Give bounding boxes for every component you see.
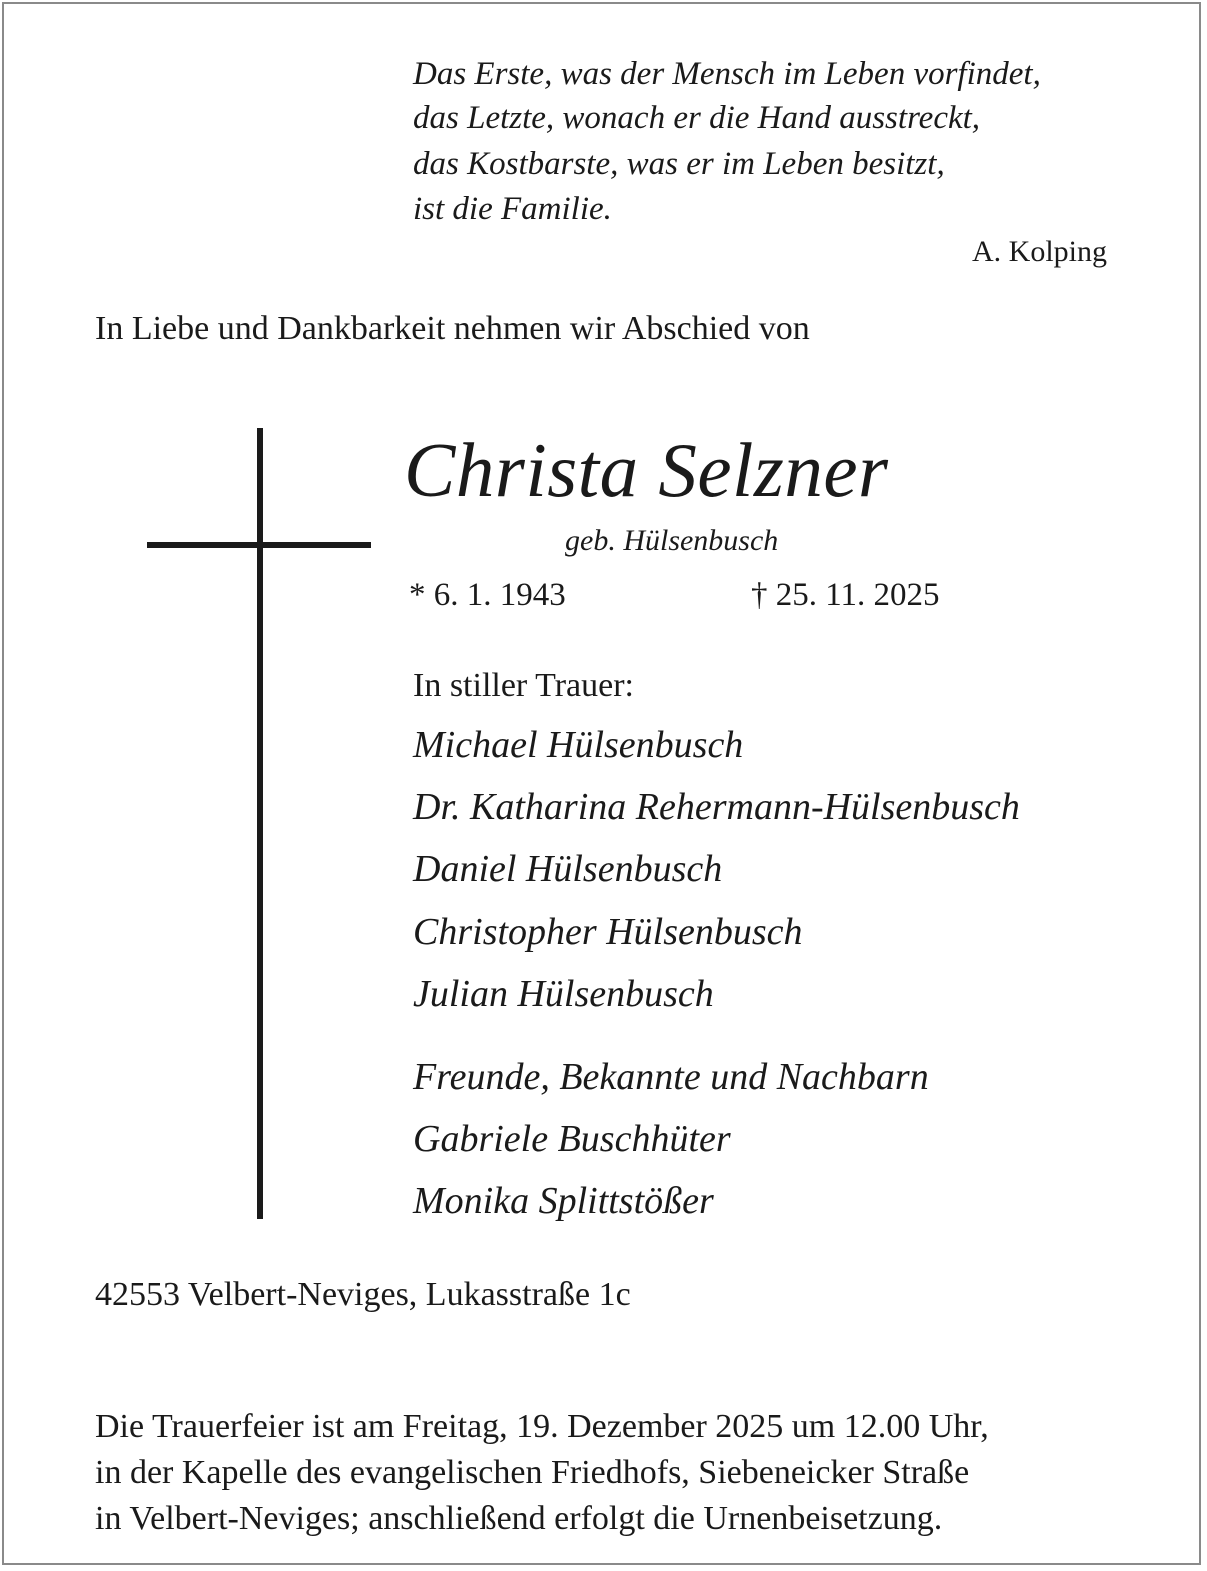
- service-line-1: Die Trauerfeier ist am Freitag, 19. Dezember 2025 um 12.00 Uhr,: [95, 1408, 989, 1445]
- mourner-family: Christopher Hülsenbusch: [413, 911, 803, 953]
- quote-author: A. Kolping: [972, 235, 1107, 268]
- cross-horizontal-bar: [147, 542, 371, 548]
- death-date: † 25. 11. 2025: [751, 577, 940, 613]
- mourner-other: Freunde, Bekannte und Nachbarn: [413, 1056, 929, 1098]
- service-line-3: in Velbert-Neviges; anschließend erfolgt die Urnenbeisetzung.: [95, 1500, 943, 1537]
- quote-line-4: ist die Familie.: [413, 191, 612, 227]
- service-line-2: in der Kapelle des evangelischen Friedhofs, Siebeneicker Straße: [95, 1454, 970, 1491]
- mourner-family: Michael Hülsenbusch: [413, 724, 744, 766]
- birth-date: * 6. 1. 1943: [409, 577, 566, 613]
- deceased-name: Christa Selzner: [404, 427, 889, 513]
- mourner-other: Gabriele Buschhüter: [413, 1118, 731, 1160]
- obituary-notice: [2, 2, 1201, 1565]
- quote-line-1: Das Erste, was der Mensch im Leben vorfindet,: [413, 56, 1041, 92]
- address: 42553 Velbert-Neviges, Lukasstraße 1c: [95, 1276, 631, 1313]
- mourner-family: Daniel Hülsenbusch: [413, 848, 723, 890]
- quote-line-2: das Letzte, wonach er die Hand ausstreckt,: [413, 100, 981, 136]
- intro-text: In Liebe und Dankbarkeit nehmen wir Abschied von: [95, 310, 810, 347]
- mourner-family: Julian Hülsenbusch: [413, 973, 714, 1015]
- mourner-other: Monika Splittstößer: [413, 1180, 714, 1222]
- quote-line-3: das Kostbarste, was er im Leben besitzt,: [413, 146, 945, 182]
- mourner-family: Dr. Katharina Rehermann-Hülsenbusch: [413, 786, 1020, 828]
- mourners-label: In stiller Trauer:: [413, 667, 634, 704]
- maiden-name: geb. Hülsenbusch: [565, 524, 779, 557]
